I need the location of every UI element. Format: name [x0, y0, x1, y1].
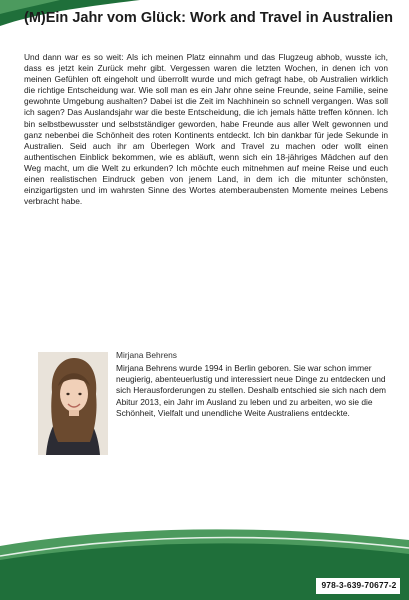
- book-blurb: Und dann war es so weit: Als ich meinen Platz einnahm und das Flugzeug abhob, wusste ich, dass es jetzt kein Zurück mehr gibt. Vergessen waren die letzten Wochen, in denen ich von meinen Gefühlen oft eingeholt und überrollt wurde und mich gefragt habe, ob Australien wirklich die richtige Entscheidung war. Wie soll man es ein Jahr ohne seine Freunde, seine Familie, seine gewohnte Umgebung aushalten? Dabei ist die Zeit im Nachhinein so schnell vergangen. Was soll ich sagen? Das Auslandsjahr war die beste Entscheidung, die ich jemals hätte treffen können. Ich bin selbstbewusster und selbstständiger geworden, habe Freunde aus aller Welt gewonnen und ganz nebenbei die Schönheit des roten Kontinents entdeckt. Ich bin dankbar für jede Sekunde in Australien. Seid auch ihr am Überlegen Work and Travel zu machen oder wollt einen authentischen Einblick bekommen, wie es abläuft, wenn sich ein 18-jähriges Mädchen auf den Weg macht, um die Welt zu erkunden? Ich möchte euch mitnehmen auf meine Reise und euch einen realistischen Eindruck geben von jenem Land, in dem ich die mitunter schönsten, einzigartigsten und im wahrsten Sinne des Wortes atemberaubensten Momente meines Lebens verbracht habe.: [24, 52, 388, 207]
- book-title: (M)Ein Jahr vom Glück: Work and Travel in Australien: [24, 10, 394, 26]
- isbn-number: 978-3-639-70677-2: [321, 580, 397, 590]
- portrait-illustration: [38, 352, 108, 455]
- author-name: Mirjana Behrens: [116, 350, 177, 360]
- author-bio: Mirjana Behrens wurde 1994 in Berlin geboren. Sie war schon immer neugierig, abenteuerlustig und interessiert neue Dinge zu entdecken und sich Herausforderungen zu stellen. Deshalb entschied sie sich nach dem Abitur 2013, ein Jahr im Ausland zu leben und zu arbeiten, wo sie die Schönheit, Vielfalt und unendliche Weite Australiens entdeckte.: [116, 363, 387, 418]
- author-photo: [38, 352, 108, 455]
